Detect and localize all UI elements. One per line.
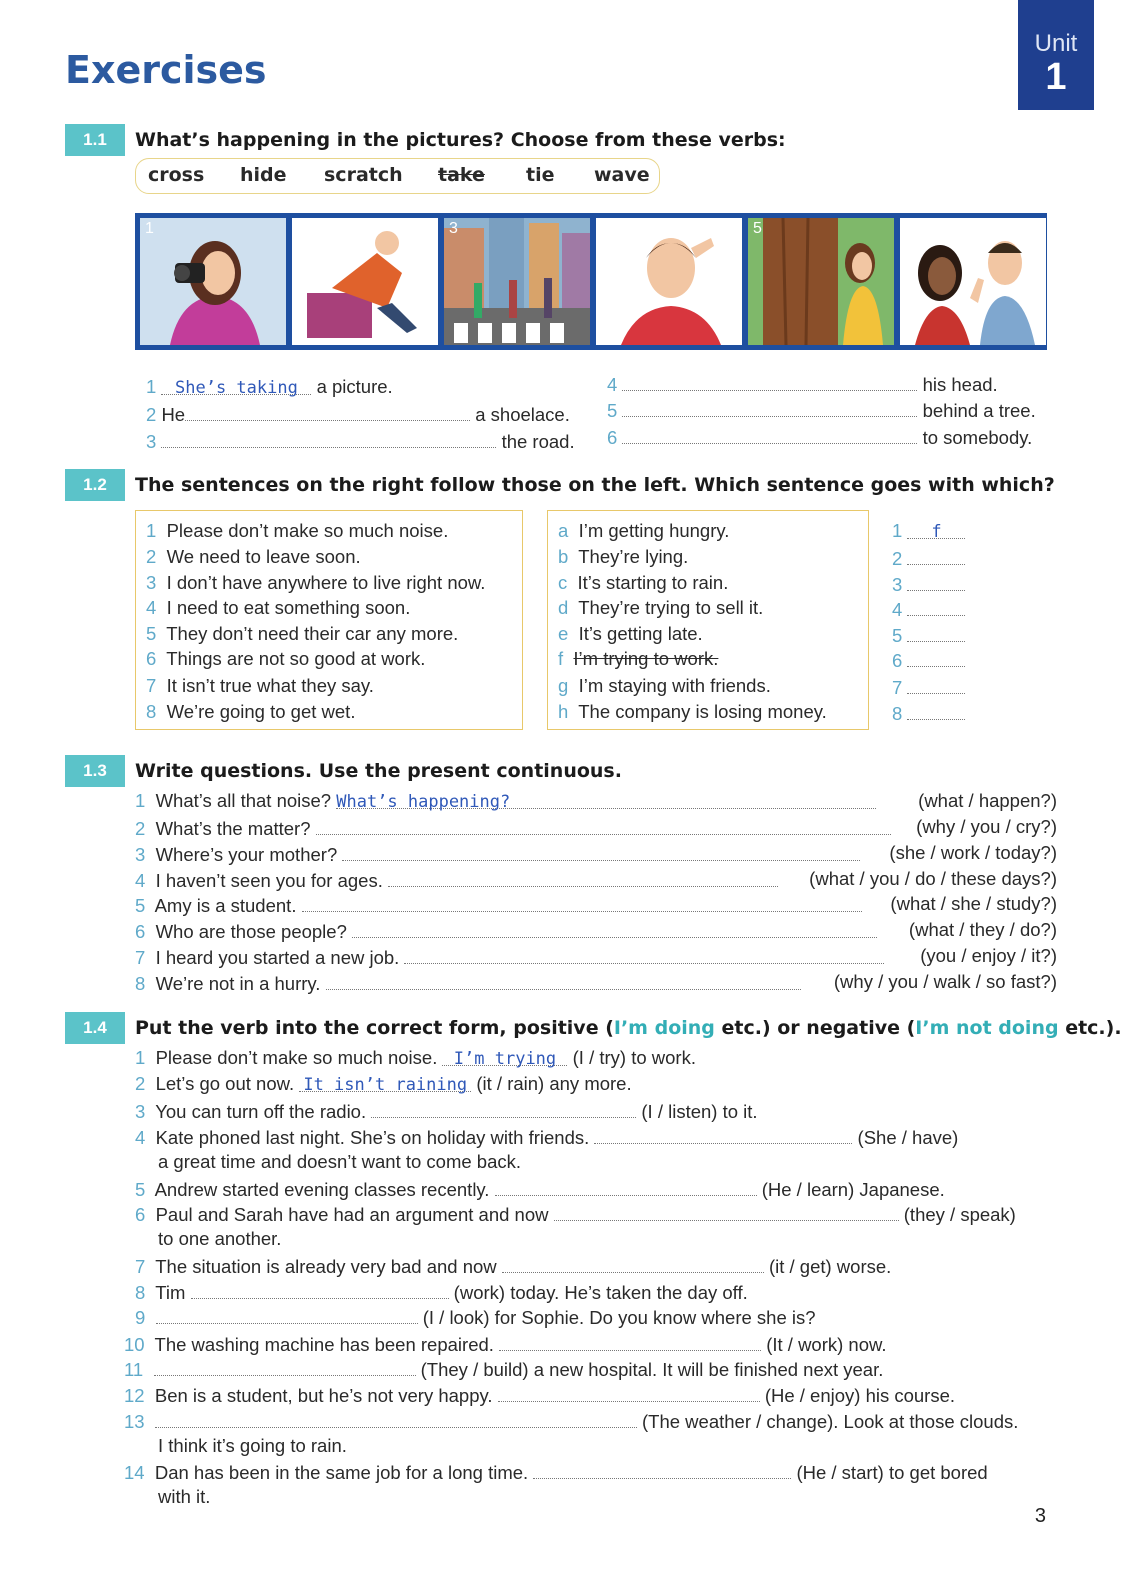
item-text: (It / work) now. bbox=[766, 1334, 887, 1355]
prompt-cue: (why / you / cry?) bbox=[916, 816, 1057, 837]
item-text: I haven’t seen you for ages. bbox=[155, 870, 383, 891]
item-text: (they / speak) bbox=[903, 1204, 1016, 1225]
man-tying-shoelace-illustration bbox=[292, 218, 438, 345]
item-letter: c bbox=[558, 572, 568, 593]
item-text: Where’s your mother? bbox=[155, 844, 338, 865]
match-answer bbox=[892, 701, 965, 725]
exercise-item bbox=[146, 402, 570, 426]
handwritten-answer: She’s taking bbox=[175, 378, 298, 398]
answer-blank[interactable] bbox=[907, 675, 965, 694]
answer-blank[interactable] bbox=[342, 842, 860, 861]
exercise-number-1-4: 1.4 bbox=[65, 1012, 125, 1044]
question-item bbox=[135, 971, 1057, 995]
item-text: Things are not so good at work. bbox=[166, 648, 426, 669]
item-text: behind a tree. bbox=[922, 400, 1036, 421]
picture-number: 5 bbox=[753, 220, 762, 237]
prompt-cue: (why / you / walk / so fast?) bbox=[833, 971, 1057, 992]
item-number: 8 bbox=[892, 703, 903, 724]
answer-blank[interactable] bbox=[161, 429, 496, 448]
item-text: a picture. bbox=[316, 376, 393, 397]
verb-form-item bbox=[135, 1099, 758, 1123]
item-letter: f bbox=[558, 648, 564, 669]
answer-blank[interactable] bbox=[907, 597, 965, 616]
exercise-number-1-2: 1.2 bbox=[65, 469, 125, 501]
item-text: I don’t have anywhere to live right now. bbox=[166, 572, 486, 593]
item-text: (He / enjoy) his course. bbox=[764, 1385, 956, 1406]
exercise-item bbox=[607, 398, 1036, 422]
item-text: He bbox=[161, 404, 186, 425]
answer-blank[interactable] bbox=[907, 520, 965, 542]
item-number: 4 bbox=[607, 374, 618, 395]
item-number: 3 bbox=[146, 431, 157, 452]
exercise-item bbox=[146, 429, 575, 453]
answer-blank[interactable] bbox=[907, 701, 965, 720]
match-answer bbox=[892, 572, 965, 596]
instruction-text: etc.). bbox=[1058, 1017, 1122, 1039]
answer-blank[interactable] bbox=[554, 1202, 899, 1221]
right-sentence bbox=[558, 623, 703, 645]
unit-badge bbox=[1018, 0, 1094, 110]
unit-number: 1 bbox=[1045, 56, 1067, 98]
match-answer bbox=[892, 623, 965, 647]
handwritten-answer: What’s happening? bbox=[336, 792, 511, 812]
instruction-highlight: I’m doing bbox=[613, 1017, 715, 1039]
item-number: 14 bbox=[124, 1462, 145, 1483]
answer-blank[interactable] bbox=[371, 1099, 636, 1118]
left-sentence bbox=[146, 546, 361, 568]
item-text: We’re going to get wet. bbox=[166, 701, 356, 722]
unit-label: Unit bbox=[1034, 30, 1078, 57]
item-text: his head. bbox=[922, 374, 998, 395]
answer-blank[interactable] bbox=[299, 1073, 471, 1095]
answer-blank[interactable] bbox=[495, 1177, 757, 1196]
item-number: 2 bbox=[146, 404, 157, 425]
item-letter: e bbox=[558, 623, 569, 644]
item-text: I’m getting hungry. bbox=[578, 520, 730, 541]
item-text: We’re not in a hurry. bbox=[155, 973, 321, 994]
exercise-instruction-1-1: What’s happening in the pictures? Choose from these verbs: bbox=[135, 129, 786, 151]
answer-blank[interactable] bbox=[907, 623, 965, 642]
picture-number: 6 bbox=[905, 220, 914, 237]
item-number: 6 bbox=[135, 1204, 146, 1225]
item-text: (He / learn) Japanese. bbox=[761, 1179, 945, 1200]
item-text: It isn’t true what they say. bbox=[166, 675, 374, 696]
answer-blank[interactable] bbox=[907, 546, 965, 565]
item-letter: d bbox=[558, 597, 569, 618]
answer-blank[interactable] bbox=[326, 971, 801, 990]
item-text: Andrew started evening classes recently. bbox=[154, 1179, 490, 1200]
picture-5 bbox=[748, 218, 894, 345]
item-number: 7 bbox=[892, 677, 903, 698]
item-number: 1 bbox=[146, 520, 157, 541]
item-text: Please don’t make so much noise. bbox=[155, 1047, 438, 1068]
item-number: 4 bbox=[135, 870, 146, 891]
woman-camera-illustration bbox=[140, 218, 286, 345]
answer-blank[interactable] bbox=[155, 1409, 637, 1428]
prompt-cue: (you / enjoy / it?) bbox=[920, 945, 1057, 966]
match-answer bbox=[892, 597, 965, 621]
item-text: The situation is already very bad and now bbox=[155, 1256, 497, 1277]
people-waving-illustration bbox=[900, 218, 1046, 345]
item-continuation: with it. bbox=[158, 1486, 211, 1507]
item-number: 5 bbox=[135, 895, 146, 916]
picture-number: 2 bbox=[297, 220, 306, 237]
item-text: They’re trying to sell it. bbox=[578, 597, 764, 618]
item-text: Let’s go out now. bbox=[155, 1073, 295, 1094]
item-text: (The weather / change). Look at those clouds. bbox=[642, 1411, 1019, 1432]
item-text: We need to leave soon. bbox=[166, 546, 361, 567]
verb-form-item bbox=[135, 1254, 891, 1278]
picture-4 bbox=[596, 218, 742, 345]
item-number: 1 bbox=[135, 1047, 146, 1068]
item-continuation: to one another. bbox=[158, 1228, 282, 1249]
item-number: 1 bbox=[892, 520, 903, 541]
right-sentences-box bbox=[547, 510, 869, 730]
item-number: 8 bbox=[146, 701, 157, 722]
prompt-cue: (what / they / do?) bbox=[908, 919, 1057, 940]
item-number: 2 bbox=[892, 548, 903, 569]
handwritten-answer: f bbox=[931, 522, 942, 542]
item-number: 6 bbox=[146, 648, 157, 669]
verb-form-item bbox=[135, 1177, 945, 1201]
prompt-cue: (what / happen?) bbox=[918, 790, 1057, 811]
answer-blank[interactable] bbox=[388, 868, 778, 887]
item-text: Please don’t make so much noise. bbox=[166, 520, 449, 541]
verb-form-item bbox=[135, 1125, 1005, 1149]
right-sentence bbox=[558, 675, 771, 697]
answer-blank[interactable] bbox=[302, 893, 862, 912]
verb-form-item bbox=[124, 1357, 883, 1381]
item-text: It’s starting to rain. bbox=[577, 572, 729, 593]
item-letter: h bbox=[558, 701, 569, 722]
verb-form-item bbox=[124, 1332, 886, 1356]
item-text: Dan has been in the same job for a long time. bbox=[154, 1462, 529, 1483]
answer-blank[interactable] bbox=[352, 919, 877, 938]
left-sentence bbox=[146, 597, 410, 619]
item-number: 10 bbox=[124, 1334, 145, 1355]
item-number: 5 bbox=[607, 400, 618, 421]
man-scratching-head-illustration bbox=[596, 218, 742, 345]
item-text: Amy is a student. bbox=[154, 895, 297, 916]
item-number: 5 bbox=[146, 623, 157, 644]
item-text: (I / look) for Sophie. Do you know where she is? bbox=[422, 1307, 816, 1328]
item-text: (She / have) bbox=[857, 1127, 959, 1148]
exercise-number-1-3: 1.3 bbox=[65, 755, 125, 787]
verb-option: cross bbox=[148, 164, 205, 186]
answer-blank[interactable] bbox=[442, 1047, 567, 1069]
exercise-number-1-1: 1.1 bbox=[65, 124, 125, 156]
item-text: Ben is a student, but he’s not very happy. bbox=[154, 1385, 493, 1406]
exercise-item bbox=[146, 376, 393, 398]
item-text: Tim bbox=[155, 1282, 186, 1303]
question-item bbox=[135, 893, 1057, 917]
answer-blank[interactable] bbox=[404, 945, 884, 964]
item-letter: b bbox=[558, 546, 569, 567]
item-number: 5 bbox=[892, 625, 903, 646]
right-sentence bbox=[558, 572, 728, 594]
item-number: 7 bbox=[135, 947, 146, 968]
answer-blank[interactable] bbox=[622, 372, 917, 391]
match-answer bbox=[892, 546, 965, 570]
item-text: (I / try) to work. bbox=[572, 1047, 696, 1068]
answer-blank[interactable] bbox=[316, 816, 891, 835]
answer-blank[interactable] bbox=[154, 1357, 416, 1376]
item-number: 6 bbox=[892, 650, 903, 671]
item-text: They don’t need their car any more. bbox=[166, 623, 459, 644]
match-answer bbox=[892, 675, 965, 699]
item-text: The company is losing money. bbox=[578, 701, 827, 722]
item-number: 2 bbox=[135, 1073, 146, 1094]
woman-hiding-behind-tree-illustration bbox=[748, 218, 894, 345]
picture-1 bbox=[140, 218, 286, 345]
exercise-instruction-1-2: The sentences on the right follow those on the left. Which sentence goes with which? bbox=[135, 474, 1055, 496]
answer-blank[interactable] bbox=[533, 1460, 791, 1479]
verb-option: scratch bbox=[324, 164, 403, 186]
verb-form-item bbox=[135, 1280, 748, 1304]
item-number: 8 bbox=[135, 1282, 146, 1303]
picture-6 bbox=[900, 218, 1046, 345]
picture-number: 1 bbox=[145, 220, 154, 237]
question-item bbox=[135, 842, 1057, 866]
item-text: It’s getting late. bbox=[578, 623, 703, 644]
page-number: 3 bbox=[1034, 1505, 1046, 1527]
answer-blank[interactable] bbox=[622, 425, 917, 444]
match-answer bbox=[892, 648, 965, 672]
verb-option-crossed: take bbox=[438, 164, 485, 186]
item-text: (it / get) worse. bbox=[768, 1256, 892, 1277]
verb-form-item bbox=[124, 1383, 955, 1407]
left-sentence bbox=[146, 520, 448, 542]
question-item bbox=[135, 919, 1057, 943]
prompt-cue: (what / she / study?) bbox=[890, 893, 1057, 914]
exercise-item bbox=[607, 372, 998, 396]
question-item bbox=[135, 816, 1057, 840]
item-number: 9 bbox=[135, 1307, 146, 1328]
answer-blank[interactable] bbox=[185, 402, 470, 421]
answer-blank[interactable] bbox=[156, 1305, 418, 1324]
instruction-text: Put the verb into the correct form, positive ( bbox=[135, 1017, 614, 1039]
picture-number: 3 bbox=[449, 220, 458, 237]
item-number: 5 bbox=[135, 1179, 146, 1200]
item-text: You can turn off the radio. bbox=[155, 1101, 367, 1122]
item-text: (He / start) to get bored bbox=[796, 1462, 988, 1483]
item-number: 3 bbox=[135, 844, 146, 865]
right-sentence bbox=[558, 520, 729, 542]
item-number: 3 bbox=[146, 572, 157, 593]
verb-form-item bbox=[124, 1409, 1018, 1433]
answer-blank[interactable] bbox=[622, 398, 917, 417]
item-text: the road. bbox=[501, 431, 575, 452]
item-text: They’re lying. bbox=[578, 546, 689, 567]
item-text: to somebody. bbox=[922, 427, 1033, 448]
item-number: 6 bbox=[607, 427, 618, 448]
instruction-highlight: I’m not doing bbox=[915, 1017, 1059, 1039]
match-answer bbox=[892, 520, 965, 542]
left-sentence bbox=[146, 572, 485, 594]
item-text: a shoelace. bbox=[475, 404, 570, 425]
answer-blank[interactable] bbox=[499, 1332, 761, 1351]
handwritten-answer: I’m trying bbox=[453, 1049, 557, 1069]
item-text: (They / build) a new hospital. It will be finished next year. bbox=[420, 1359, 884, 1380]
item-text: Kate phoned last night. She’s on holiday with friends. bbox=[155, 1127, 590, 1148]
item-continuation: a great time and doesn’t want to come back. bbox=[158, 1151, 522, 1172]
page-title: Exercises bbox=[65, 48, 267, 92]
item-number: 7 bbox=[135, 1256, 146, 1277]
item-number: 3 bbox=[892, 574, 903, 595]
verb-form-item bbox=[135, 1047, 696, 1069]
left-sentences-box bbox=[135, 510, 523, 730]
prompt-cue: (she / work / today?) bbox=[889, 842, 1057, 863]
item-letter: a bbox=[558, 520, 569, 541]
picture-2 bbox=[292, 218, 438, 345]
item-number: 6 bbox=[135, 921, 146, 942]
item-number: 1 bbox=[135, 790, 146, 811]
item-number: 2 bbox=[135, 818, 146, 839]
item-text: Paul and Sarah have had an argument and now bbox=[155, 1204, 549, 1225]
item-text: I need to eat something soon. bbox=[166, 597, 411, 618]
item-text: (work) today. He’s taken the day off. bbox=[453, 1282, 748, 1303]
item-number: 7 bbox=[146, 675, 157, 696]
answer-blank[interactable] bbox=[498, 1383, 760, 1402]
left-sentence bbox=[146, 623, 458, 645]
verb-form-item bbox=[135, 1073, 632, 1095]
exercise-instruction-1-3: Write questions. Use the present continuous. bbox=[135, 760, 622, 782]
item-continuation: I think it’s going to rain. bbox=[158, 1435, 347, 1456]
item-number: 12 bbox=[124, 1385, 145, 1406]
verb-option: tie bbox=[526, 164, 555, 186]
verb-form-item bbox=[135, 1202, 1016, 1226]
item-letter: g bbox=[558, 675, 569, 696]
item-number: 11 bbox=[124, 1359, 144, 1380]
answer-blank[interactable] bbox=[907, 648, 965, 667]
exercise-item bbox=[607, 425, 1032, 449]
item-text: The washing machine has been repaired. bbox=[154, 1334, 494, 1355]
item-text: (it / rain) any more. bbox=[476, 1073, 632, 1094]
answer-blank[interactable] bbox=[161, 376, 311, 398]
verb-option: hide bbox=[240, 164, 287, 186]
verb-form-item bbox=[124, 1460, 988, 1484]
item-number: 3 bbox=[135, 1101, 146, 1122]
answer-blank[interactable] bbox=[336, 790, 876, 812]
prompt-cue: (what / you / do / these days?) bbox=[809, 868, 1057, 889]
instruction-text: etc.) or negative ( bbox=[714, 1017, 916, 1039]
item-number: 1 bbox=[146, 376, 157, 397]
question-item bbox=[135, 945, 1057, 969]
item-text: Who are those people? bbox=[155, 921, 347, 942]
item-number: 8 bbox=[135, 973, 146, 994]
verb-option: wave bbox=[594, 164, 650, 186]
item-text: What’s all that noise? bbox=[155, 790, 332, 811]
left-sentence bbox=[146, 675, 374, 697]
item-text: I’m staying with friends. bbox=[578, 675, 771, 696]
item-text: I heard you started a new job. bbox=[155, 947, 400, 968]
handwritten-answer: It isn’t raining bbox=[303, 1075, 468, 1095]
left-sentence bbox=[146, 701, 355, 723]
people-crossing-road-illustration bbox=[444, 218, 590, 345]
item-text: I’m trying to work. bbox=[573, 648, 719, 669]
left-sentence bbox=[146, 648, 425, 670]
right-sentence bbox=[558, 597, 763, 619]
right-sentence bbox=[558, 701, 827, 723]
question-item bbox=[135, 790, 1057, 812]
item-number: 4 bbox=[892, 599, 903, 620]
item-number: 4 bbox=[135, 1127, 146, 1148]
picture-strip bbox=[135, 213, 1047, 350]
picture-3 bbox=[444, 218, 590, 345]
right-sentence-crossed bbox=[558, 648, 718, 670]
answer-blank[interactable] bbox=[502, 1254, 764, 1273]
answer-blank[interactable] bbox=[907, 572, 965, 591]
verb-form-item bbox=[135, 1305, 816, 1329]
item-text: (I / listen) to it. bbox=[641, 1101, 758, 1122]
item-text: What’s the matter? bbox=[155, 818, 311, 839]
item-number: 2 bbox=[146, 546, 157, 567]
picture-number: 4 bbox=[601, 220, 610, 237]
item-number: 13 bbox=[124, 1411, 145, 1432]
answer-blank[interactable] bbox=[191, 1280, 449, 1299]
question-item bbox=[135, 868, 1057, 892]
exercise-instruction-1-4 bbox=[135, 1017, 1122, 1039]
item-number: 4 bbox=[146, 597, 157, 618]
right-sentence bbox=[558, 546, 688, 568]
answer-blank[interactable] bbox=[594, 1125, 852, 1144]
